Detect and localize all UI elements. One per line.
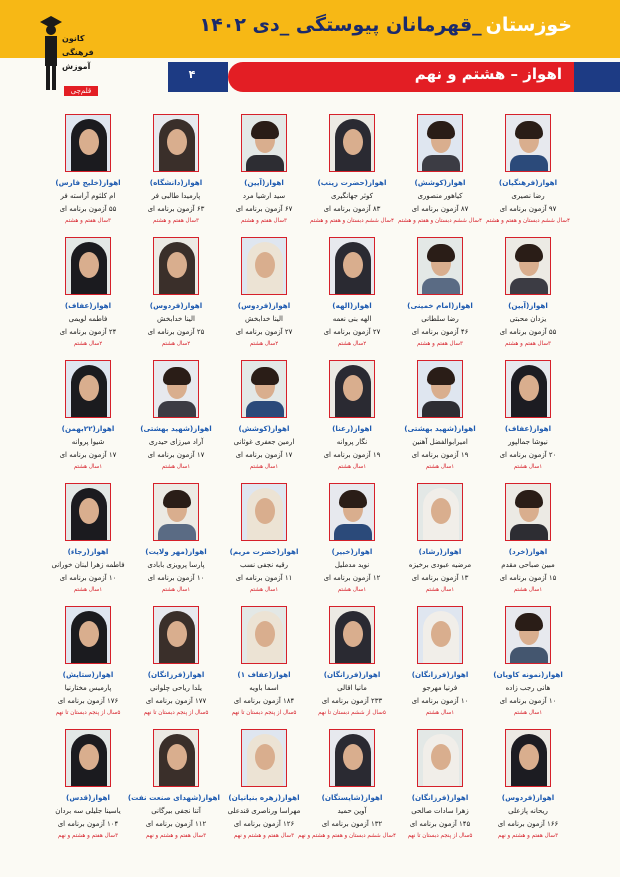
- student-years: ۵سال از پنجم دبستان تا نهم: [143, 710, 209, 716]
- student-school: اهواز(عفاف): [504, 424, 552, 433]
- student-photo: [417, 606, 463, 664]
- student-school: اهواز(زهره بنیانیان): [228, 793, 300, 802]
- student-school: اهواز(فرهنگیان): [498, 178, 558, 187]
- student-photo: [329, 729, 375, 787]
- student-photo: [505, 606, 551, 664]
- student-school: اهواز(قدس): [66, 793, 110, 802]
- student-card: [44, 114, 132, 232]
- student-years: ۳سال هفتم و هشتم: [240, 218, 288, 224]
- student-card: [220, 114, 308, 232]
- student-name: پارمیدا طالبی فر: [151, 192, 201, 200]
- student-card: [308, 606, 396, 724]
- student-years: ۳سال هفتم و هشتم و نهم: [145, 833, 207, 839]
- student-name: زهرا سادات صالحی: [411, 807, 469, 815]
- student-years: ۱سال هشتم: [73, 587, 103, 593]
- student-school: اهواز(ستایش): [62, 670, 114, 679]
- logo-text-3: آموزش: [62, 62, 91, 71]
- student-card: [44, 606, 132, 724]
- student-name: اسما باویه: [249, 684, 279, 692]
- student-card: [297, 729, 396, 847]
- student-photo: [329, 237, 375, 295]
- student-exam-count: ۲۰ آزمون برنامه ای: [499, 451, 557, 459]
- student-card: [484, 606, 572, 724]
- student-card: [308, 483, 396, 601]
- student-exam-count: ۱۱۲ آزمون برنامه ای: [145, 820, 207, 828]
- student-years: ۱سال هشتم: [337, 464, 367, 470]
- title-rest: _قهرمانان پیوستگی _دی ۱۴۰۲: [199, 14, 482, 36]
- student-exam-count: ۲۷ آزمون برنامه ای: [323, 328, 381, 336]
- student-card: [44, 360, 132, 478]
- student-name: ریحانه پازعلی: [508, 807, 548, 815]
- student-name: نیوشا جمالپور: [508, 438, 548, 446]
- student-school: اهواز(شهید بهشتی): [140, 424, 212, 433]
- student-name: آوین حمید: [337, 807, 367, 815]
- student-photo: [153, 729, 199, 787]
- section-title: اهواز – هشتم و نهم: [414, 65, 562, 83]
- student-photo: [65, 237, 111, 295]
- student-years: ۳سال هفتم و هشتم: [64, 218, 112, 224]
- student-photo: [153, 360, 199, 418]
- student-years: ۲سال هشتم: [337, 341, 367, 347]
- student-school: اهواز(۲۲بهمن): [61, 424, 115, 433]
- student-name: نگار پروانه: [336, 438, 368, 446]
- student-years: ۵سال از ششم دبستان تا نهم: [318, 710, 386, 716]
- student-years: ۳سال هفتم و هشتم و نهم: [497, 833, 559, 839]
- student-name: مانیا اقالی: [337, 684, 367, 692]
- student-card: [44, 729, 132, 847]
- student-school: اهواز(خلیج فارس): [55, 178, 121, 187]
- student-exam-count: ۱۷ آزمون برنامه ای: [235, 451, 293, 459]
- student-exam-count: ۱۸۴ آزمون برنامه ای: [233, 697, 295, 705]
- student-card: [220, 237, 308, 355]
- student-photo: [505, 729, 551, 787]
- student-card: [484, 729, 572, 847]
- student-card: [484, 237, 572, 355]
- student-years: ۴سال ششم دبستان و هفتم و هشتم: [485, 218, 571, 224]
- student-school: اهواز(فرزانگان): [411, 793, 469, 802]
- student-exam-count: ۱۳ آزمون برنامه ای: [411, 574, 469, 582]
- section-bar-accent: [574, 62, 620, 92]
- student-exam-count: ۱۰ آزمون برنامه ای: [59, 574, 117, 582]
- student-name: سید ارشیا مرد: [242, 192, 286, 200]
- student-exam-count: ۶۳ آزمون برنامه ای: [147, 205, 205, 213]
- student-card: [220, 483, 308, 601]
- student-name: الهه بنی نعمه: [332, 315, 372, 323]
- student-years: ۱سال هشتم: [249, 587, 279, 593]
- student-photo: [505, 483, 551, 541]
- student-years: ۳سال هفتم و هشتم: [416, 341, 464, 347]
- student-years: ۱سال هشتم: [249, 464, 279, 470]
- student-card: [127, 729, 220, 847]
- province-title: خوزستان: [485, 14, 572, 36]
- student-name: فاطمه لویمی: [68, 315, 108, 323]
- student-exam-count: ۱۵ آزمون برنامه ای: [499, 574, 557, 582]
- student-photo: [241, 483, 287, 541]
- student-years: ۵سال از پنجم دبستان تا نهم: [231, 710, 297, 716]
- student-exam-count: ۱۷ آزمون برنامه ای: [147, 451, 205, 459]
- student-years: ۱سال هشتم: [161, 587, 191, 593]
- student-school: اهواز(عفاف ۱): [237, 670, 291, 679]
- student-school: اهواز(فرزانگان): [323, 670, 381, 679]
- student-photo: [65, 483, 111, 541]
- student-photo: [241, 237, 287, 295]
- student-school: اهواز(خرد): [508, 547, 548, 556]
- student-card: [220, 606, 308, 724]
- student-exam-count: ۱۷۶ آزمون برنامه ای: [57, 697, 119, 705]
- student-years: ۲سال هشتم: [249, 341, 279, 347]
- student-school: اهواز(امام خمینی): [407, 301, 473, 310]
- student-exam-count: ۱۹ آزمون برنامه ای: [323, 451, 381, 459]
- student-card: [396, 237, 484, 355]
- student-exam-count: ۹۷ آزمون برنامه ای: [499, 205, 557, 213]
- logo-text-2: فرهنگی: [62, 48, 94, 57]
- student-card: [132, 483, 220, 601]
- student-years: ۲سال هشتم: [73, 341, 103, 347]
- student-exam-count: ۸۷ آزمون برنامه ای: [411, 205, 469, 213]
- student-name: نوید مدملیل: [334, 561, 370, 569]
- student-photo: [329, 606, 375, 664]
- student-school: اهواز(فردوس): [149, 301, 203, 310]
- student-card: [308, 114, 396, 232]
- student-years: ۴سال ششم دبستان و هفتم و هشتم: [397, 218, 483, 224]
- student-card: [132, 606, 220, 724]
- student-years: ۴سال ششم دبستان و هفتم و هشتم و نهم: [297, 833, 396, 839]
- student-school: اهواز(شایستگان): [321, 793, 383, 802]
- student-years: ۱سال هشتم: [513, 464, 543, 470]
- student-card: [44, 237, 132, 355]
- student-photo: [417, 360, 463, 418]
- student-name: آراد میرزای حیدری: [148, 438, 204, 446]
- student-name: رضا نصیری: [511, 192, 545, 200]
- student-photo: [241, 606, 287, 664]
- student-school: اهواز(فرزانگان): [411, 670, 469, 679]
- student-school: اهواز(مهر ولایت): [145, 547, 207, 556]
- student-exam-count: ۱۶۶ آزمون برنامه ای: [497, 820, 559, 828]
- student-card: [484, 483, 572, 601]
- student-years: ۱سال هشتم: [513, 587, 543, 593]
- student-card: [396, 483, 484, 601]
- student-exam-count: ۵۵ آزمون برنامه ای: [499, 328, 557, 336]
- student-school: اهواز(شهید بهشتی): [404, 424, 476, 433]
- student-name: رقیه نجفی نسب: [240, 561, 288, 569]
- student-name: شیوا پروانه: [71, 438, 105, 446]
- student-years: ۴سال ششم دبستان و هفتم و هشتم: [309, 218, 395, 224]
- student-exam-count: ۲۷ آزمون برنامه ای: [235, 328, 293, 336]
- student-years: ۱سال هشتم: [425, 710, 455, 716]
- student-years: ۱سال هشتم: [425, 587, 455, 593]
- student-years: ۱سال هشتم: [337, 587, 367, 593]
- student-card: [132, 237, 220, 355]
- student-exam-count: ۲۳۳ آزمون برنامه ای: [321, 697, 383, 705]
- student-photo: [417, 483, 463, 541]
- student-exam-count: ۱۷ آزمون برنامه ای: [59, 451, 117, 459]
- student-photo: [153, 606, 199, 664]
- student-school: اهواز(رجاء): [67, 547, 109, 556]
- student-school: اهواز(الهه): [332, 301, 372, 310]
- student-card: [308, 360, 396, 478]
- student-name: هانی رجب زاده: [505, 684, 551, 692]
- student-name: پارمیس مختارنیا: [64, 684, 112, 692]
- student-school: اهواز(آیین): [508, 301, 548, 310]
- student-school: اهواز(حضرت زینب): [317, 178, 387, 187]
- student-exam-count: ۱۰ آزمون برنامه ای: [499, 697, 557, 705]
- student-exam-count: ۲۴ آزمون برنامه ای: [59, 328, 117, 336]
- student-name: کوثر جهانگیری: [331, 192, 373, 200]
- student-photo: [417, 237, 463, 295]
- student-exam-count: ۱۲۶ آزمون برنامه ای: [233, 820, 295, 828]
- student-name: ام کلثوم آراسته فر: [60, 192, 116, 200]
- student-exam-count: ۶۷ آزمون برنامه ای: [235, 205, 293, 213]
- student-school: اهواز(کوشش): [414, 178, 466, 187]
- student-photo: [417, 729, 463, 787]
- student-years: ۳سال هفتم و هشتم: [152, 218, 200, 224]
- student-school: اهواز(کوشش): [238, 424, 290, 433]
- logo-text-1: کانون: [62, 34, 85, 43]
- student-name: مهراسا ورناصری قندعلی: [227, 807, 301, 815]
- student-card: [220, 729, 308, 847]
- student-name: ارمین جعفری غوثانی: [233, 438, 295, 446]
- student-name: یاسینا جلیلی سه بردان: [55, 807, 121, 815]
- page-title: [200, 14, 572, 36]
- student-exam-count: ۱۰ آزمون برنامه ای: [411, 697, 469, 705]
- student-years: ۱سال هشتم: [513, 710, 543, 716]
- student-card: [396, 606, 484, 724]
- student-school: اهواز(فردوس): [237, 301, 291, 310]
- student-photo: [153, 114, 199, 172]
- student-photo: [329, 360, 375, 418]
- student-name: امیرابوالفضل آهنین: [412, 438, 468, 446]
- student-exam-count: ۱۳۲ آزمون برنامه ای: [321, 820, 383, 828]
- student-school: اهواز(حضرت مریم): [229, 547, 299, 556]
- student-photo: [505, 237, 551, 295]
- student-photo: [241, 360, 287, 418]
- student-card: [132, 114, 220, 232]
- student-card: [484, 114, 572, 232]
- student-years: ۲سال هشتم: [161, 341, 191, 347]
- logo-tag: قلم‌چی: [64, 86, 98, 96]
- student-photo: [417, 114, 463, 172]
- student-photo: [505, 114, 551, 172]
- student-name: مرضیه عبودی برخیزه: [408, 561, 472, 569]
- student-name: الینا خدابخش: [245, 315, 283, 323]
- student-years: ۱سال هشتم: [161, 464, 191, 470]
- student-photo: [329, 114, 375, 172]
- student-school: اهواز(آیین): [244, 178, 284, 187]
- student-photo: [241, 729, 287, 787]
- student-school: اهواز(شهدای صنعت نفت): [127, 793, 220, 802]
- student-card: [396, 114, 484, 232]
- student-exam-count: ۲۵ آزمون برنامه ای: [147, 328, 205, 336]
- student-school: اهواز(نمونه کاویان): [493, 670, 563, 679]
- student-exam-count: ۱۴۵ آزمون برنامه ای: [409, 820, 471, 828]
- student-name: فرنیا مهرجو: [422, 684, 458, 692]
- student-years: ۳سال هفتم و هشتم و نهم: [233, 833, 295, 839]
- student-card: [220, 360, 308, 478]
- student-years: ۱سال هشتم: [73, 464, 103, 470]
- student-name: رضا سلطانی: [421, 315, 459, 323]
- student-name: کیاهور منصوری: [417, 192, 463, 200]
- student-card: [396, 729, 484, 847]
- student-years: ۱سال هشتم: [425, 464, 455, 470]
- student-exam-count: ۵۵ آزمون برنامه ای: [59, 205, 117, 213]
- student-photo: [65, 114, 111, 172]
- student-school: اهواز(فرزانگان): [147, 670, 205, 679]
- student-name: پارسا پرویزی بابادی: [147, 561, 205, 569]
- student-name: الینا خدابخش: [157, 315, 195, 323]
- student-exam-count: ۱۲ آزمون برنامه ای: [323, 574, 381, 582]
- student-school: اهواز(عفاف): [64, 301, 112, 310]
- graduate-figure-icon: [40, 16, 62, 90]
- student-photo: [153, 237, 199, 295]
- student-exam-count: ۴۶ آزمون برنامه ای: [411, 328, 469, 336]
- student-name: یزدان محبتی: [509, 315, 547, 323]
- page-number: ۴: [188, 68, 196, 81]
- student-years: ۳سال هفتم و هشتم: [504, 341, 552, 347]
- student-name: یلدا ریاحی چلوانی: [150, 684, 202, 692]
- student-exam-count: ۱۷۷ آزمون برنامه ای: [145, 697, 207, 705]
- student-card: [44, 483, 132, 601]
- student-photo: [65, 606, 111, 664]
- student-school: اهواز(دانشگاه): [149, 178, 203, 187]
- student-years: ۵سال از پنجم دبستان تا نهم: [407, 833, 473, 839]
- student-card: [308, 237, 396, 355]
- student-school: اهواز(رشاد): [418, 547, 462, 556]
- student-card: [484, 360, 572, 478]
- student-photo: [153, 483, 199, 541]
- student-exam-count: ۱۰ آزمون برنامه ای: [147, 574, 205, 582]
- student-card: [132, 360, 220, 478]
- student-school: اهواز(رعنا): [332, 424, 372, 433]
- student-card: [396, 360, 484, 478]
- student-school: اهواز(خبیر): [331, 547, 373, 556]
- student-photo: [65, 360, 111, 418]
- kanoon-logo: [34, 10, 104, 98]
- student-exam-count: ۱۹ آزمون برنامه ای: [411, 451, 469, 459]
- student-photo: [505, 360, 551, 418]
- student-exam-count: ۸۳ آزمون برنامه ای: [323, 205, 381, 213]
- student-name: آتنا نجفی بیرگانی: [151, 807, 201, 815]
- student-photo: [329, 483, 375, 541]
- students-grid: [44, 114, 572, 874]
- student-school: اهواز(فردوس): [501, 793, 555, 802]
- student-photo: [65, 729, 111, 787]
- student-exam-count: ۱۰۴ آزمون برنامه ای: [57, 820, 119, 828]
- student-exam-count: ۱۱ آزمون برنامه ای: [235, 574, 293, 582]
- student-years: ۵سال از پنجم دبستان تا نهم: [55, 710, 121, 716]
- student-name: فاطمه زهرا لبنان خورانی: [51, 561, 125, 569]
- student-name: مبین صباحی مقدم: [501, 561, 555, 569]
- student-years: ۳سال هفتم و هشتم و نهم: [57, 833, 119, 839]
- student-photo: [241, 114, 287, 172]
